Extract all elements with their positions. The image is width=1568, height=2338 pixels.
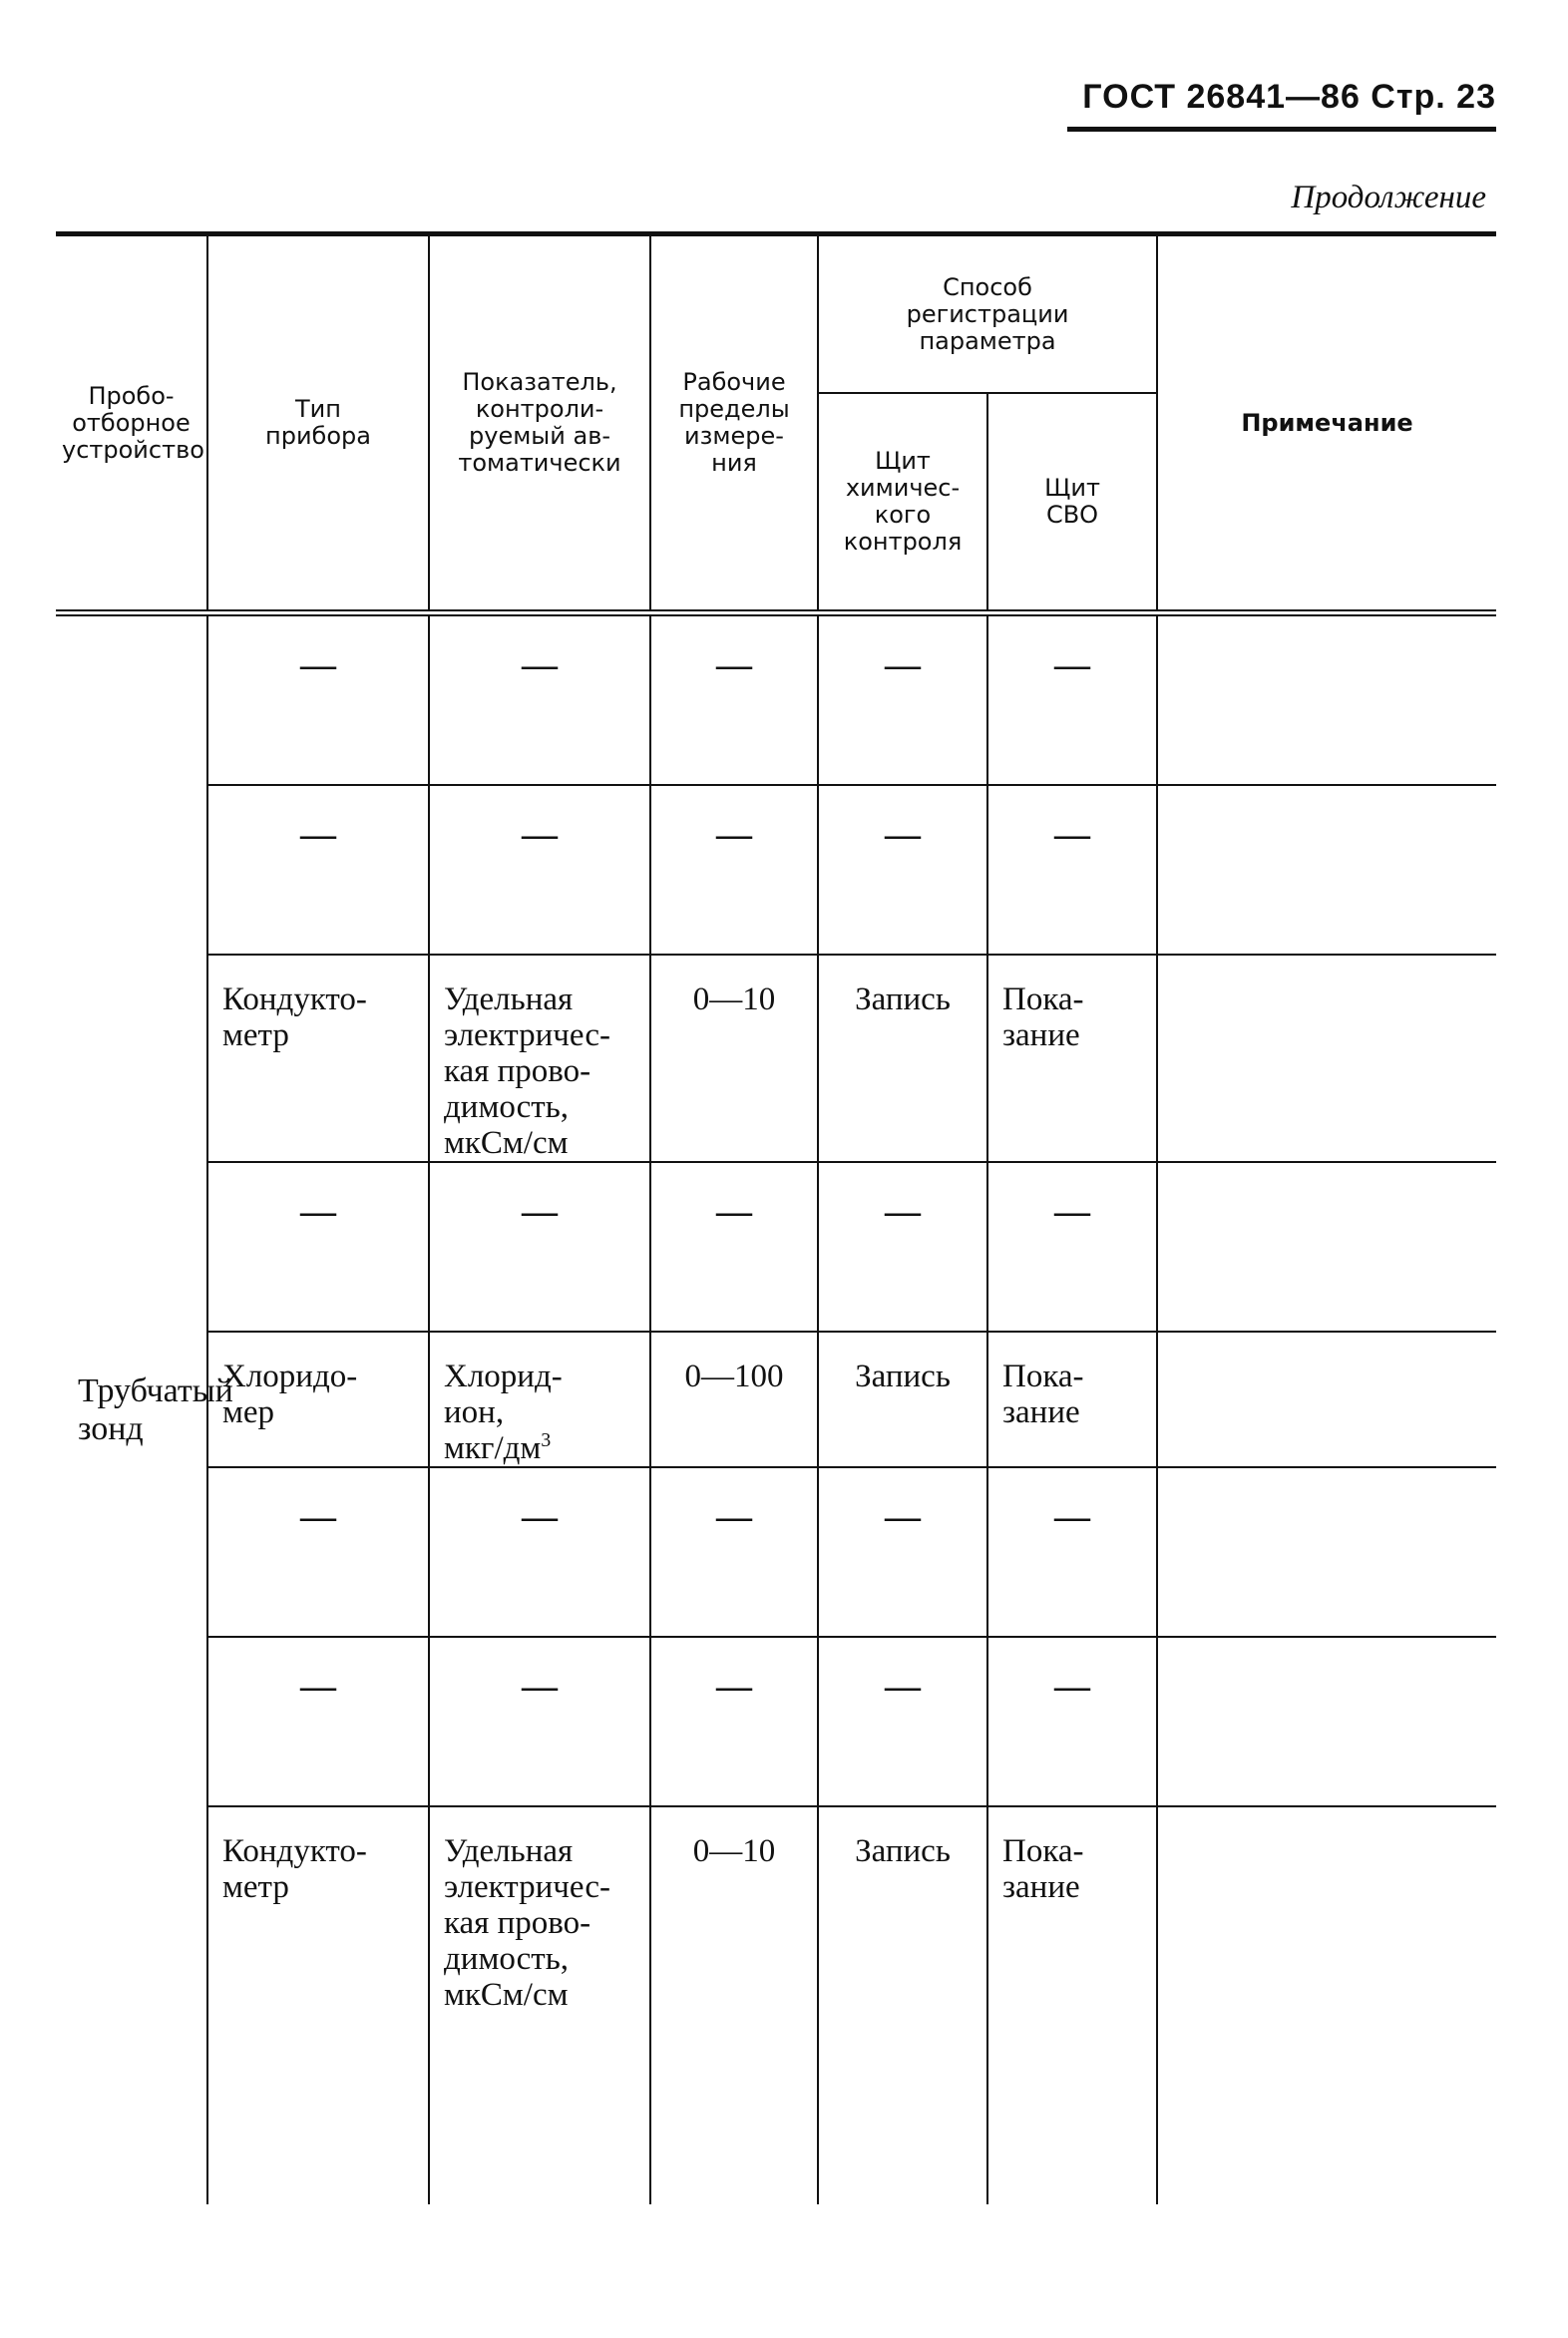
cell-chem: Запись [818,955,987,1162]
header-svo-panel: Щит СВО [987,393,1157,613]
cell-type: — [207,785,429,955]
cell-svo: — [987,1637,1157,1806]
cell-range: 0—10 [650,1806,818,2204]
cell-type: Кондукто- метр [207,1806,429,2204]
probe-device-cell [56,613,233,2205]
cell-indicator: — [429,1162,650,1332]
probe-device-value: Трубчатый зонд [78,1372,233,1447]
table-row [56,1162,1496,1332]
cell-indicator: — [429,785,650,955]
cell-svo: Пока- зание [987,955,1157,1162]
cell-svo: — [987,1467,1157,1637]
cell-indicator: Удельная электричес- кая прово- димость, мкСм/см [429,1806,650,2204]
table-row [56,1332,1496,1467]
cell-type: — [207,1162,429,1332]
cell-type: Кондукто- метр [207,955,429,1162]
cell-range: 0—100 [650,1332,818,1467]
page-header [1067,78,1496,132]
cell-chem: — [818,613,987,786]
cell-note [1157,613,1496,786]
table-row [56,1637,1496,1806]
cell-chem: — [818,1162,987,1332]
header-registration-group: Способ регистрации параметра [818,236,1157,393]
table-row [56,785,1496,955]
header-chem-panel: Щит химичес- кого контроля [818,393,987,613]
cell-indicator: Удельная электричес- кая прово- димость, мкСм/см [429,955,650,1162]
header-probe-device: Пробо- отборное устройство [56,236,207,613]
cell-note [1157,1467,1496,1637]
data-table [56,236,1496,2204]
table-row [56,1806,1496,2204]
cell-svo: Пока- зание [987,1806,1157,2204]
cell-note [1157,1162,1496,1332]
cell-indicator: — [429,613,650,786]
table-row [56,1467,1496,1637]
table-container [56,231,1496,2204]
cell-chem: — [818,1467,987,1637]
cell-note [1157,785,1496,955]
cell-range: — [650,1637,818,1806]
table-row [56,613,1496,786]
cell-range: 0—10 [650,955,818,1162]
cell-note [1157,1332,1496,1467]
header-note: Примечание [1157,236,1496,613]
cell-svo: — [987,1162,1157,1332]
table-row [56,955,1496,1162]
cell-svo: Пока- зание [987,1332,1157,1467]
cell-range: — [650,1467,818,1637]
cell-chem: Запись [818,1332,987,1467]
continuation-label: Продолжение [1291,180,1486,215]
header-indicator: Показатель, контроли- руемый ав- томатически [429,236,650,613]
cell-note [1157,955,1496,1162]
cell-svo: — [987,613,1157,786]
header-range: Рабочие пределы измере- ния [650,236,818,613]
page-header-text: ГОСТ 26841—86 Стр. 23 [1082,78,1496,116]
cell-chem: Запись [818,1806,987,2204]
header-device-type: Тип прибора [207,236,429,613]
cell-note [1157,1806,1496,2204]
cell-type: — [207,1637,429,1806]
cell-note [1157,1637,1496,1806]
cell-type: — [207,613,429,786]
cell-range: — [650,613,818,786]
cell-indicator: — [429,1467,650,1637]
cell-range: — [650,785,818,955]
cell-svo: — [987,785,1157,955]
cell-range: — [650,1162,818,1332]
cell-indicator: — [429,1637,650,1806]
cell-type: — [207,1467,429,1637]
cell-type: Хлоридо- мер [207,1332,429,1467]
cell-chem: — [818,785,987,955]
cell-indicator: Хлорид- ион, мкг/$дм^3$ [429,1332,650,1467]
cell-chem: — [818,1637,987,1806]
